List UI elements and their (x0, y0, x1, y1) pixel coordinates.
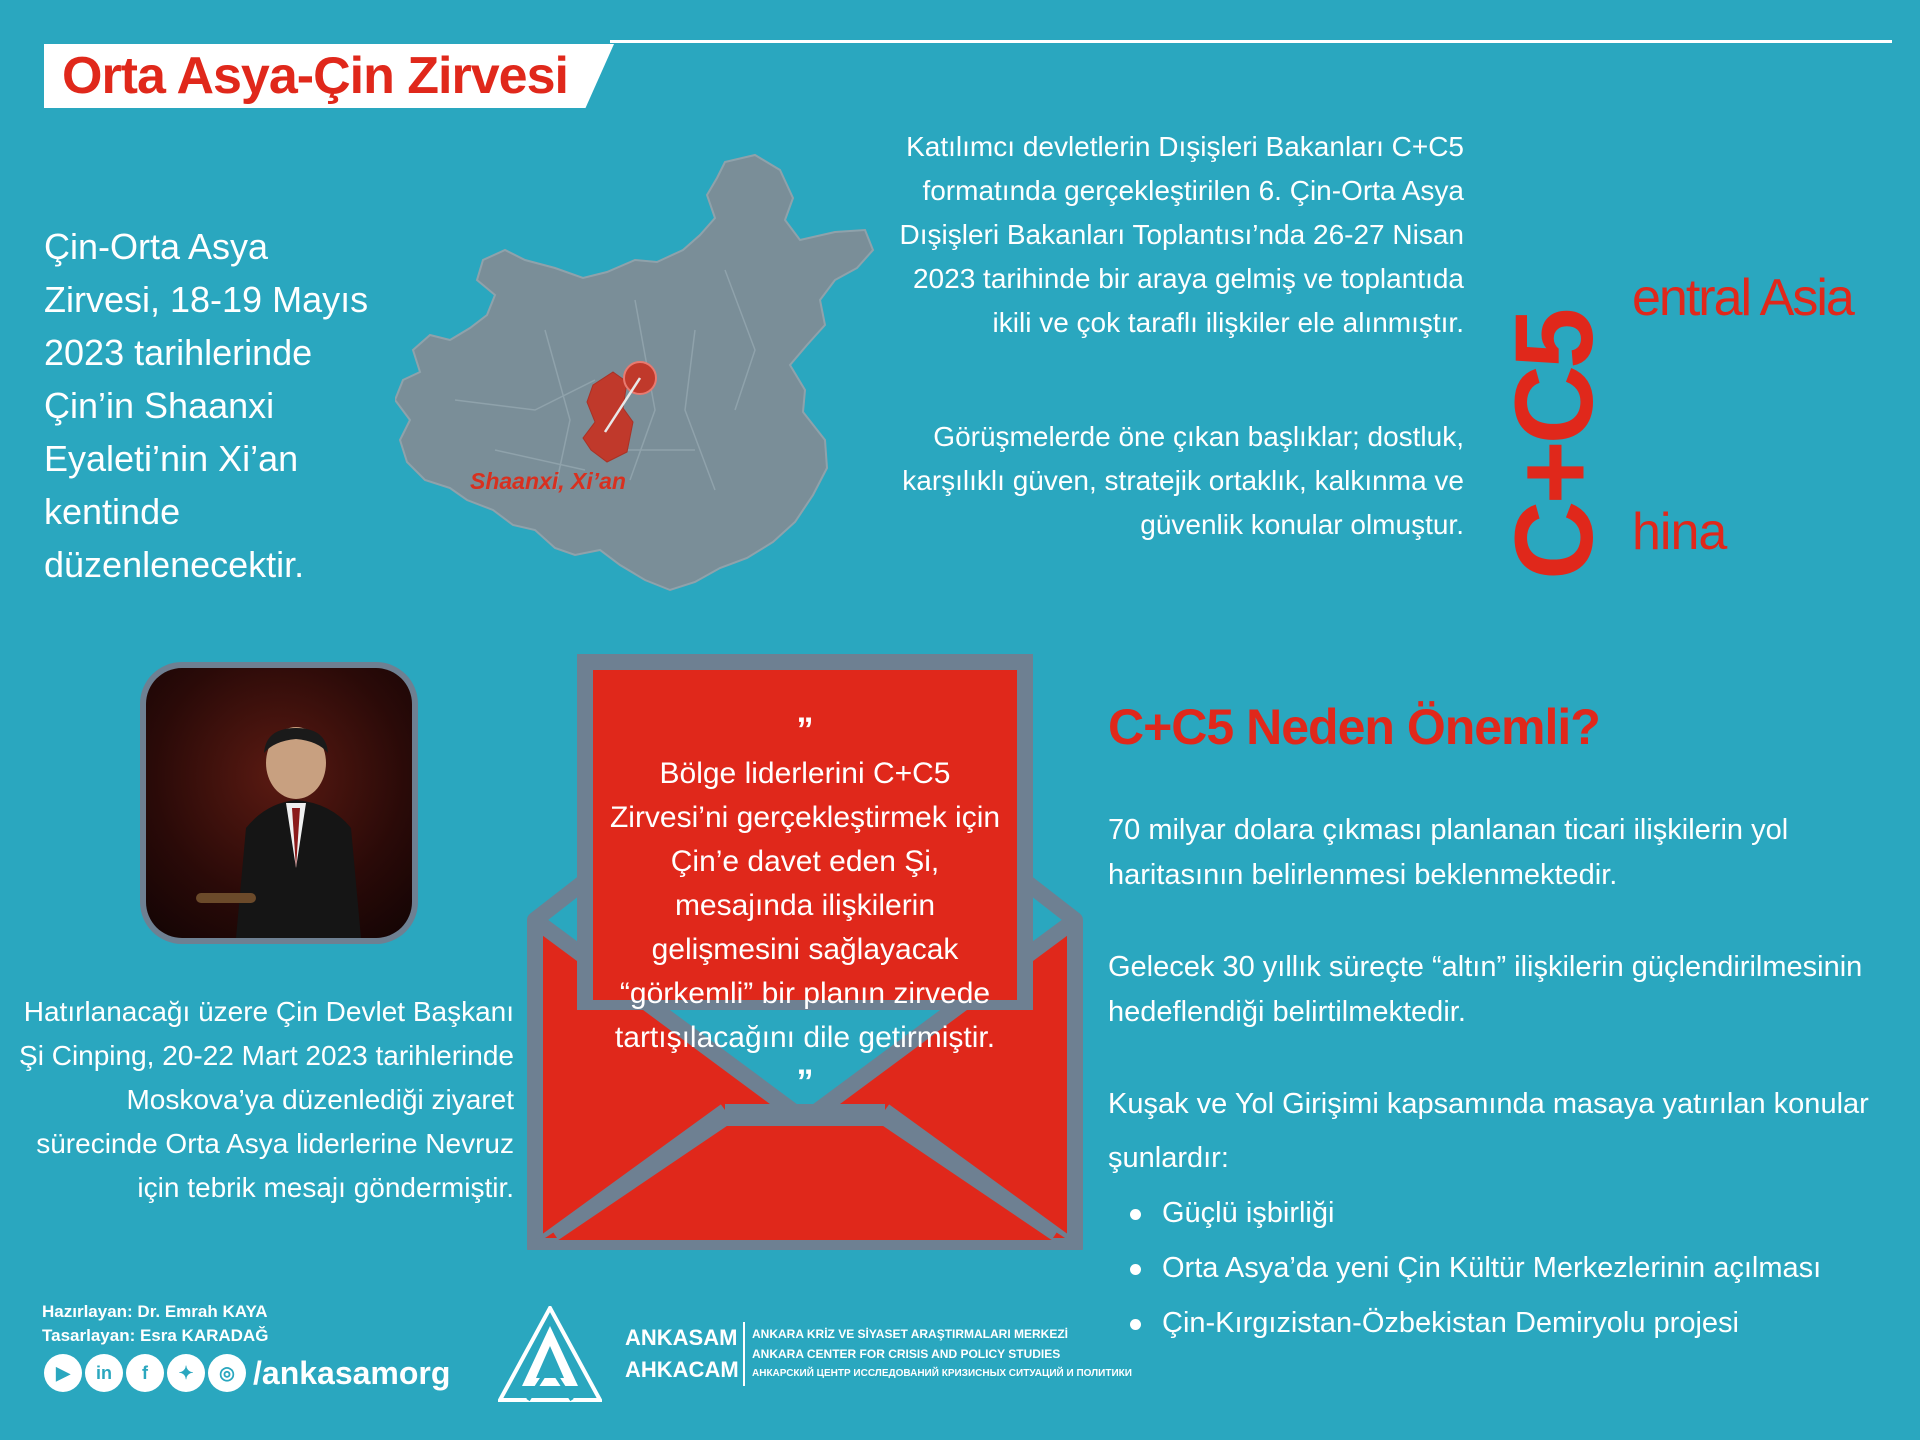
nowruz-message-text: Hatırlanacağı üzere Çin Devlet Başkanı Şi Cinping, 20-22 Mart 2023 tarihlerinde Moskova’ya düzenlediği ziyaret sürecinde Orta Asya liderlerine Nevruz için tebrik mesajı göndermiştir. (19, 996, 514, 1203)
org-name-ru: АНКАРСКИЙ ЦЕНТР ИССЛЕДОВАНИЙ КРИЗИСНЫХ СИТУАЦИЙ И ПОЛИТИКИ (752, 1368, 1132, 1379)
list-item: Orta Asya’da yeni Çin Kültür Merkezlerinin açılması (1130, 1241, 1821, 1296)
central-asia-label: entral Asia (1632, 269, 1853, 327)
twitter-icon[interactable]: ✦ (167, 1354, 205, 1392)
quote-open-mark: ” (796, 711, 814, 749)
person-silhouette-icon (146, 668, 412, 938)
china-map (395, 150, 880, 600)
header-divider (610, 40, 1892, 43)
social-links (44, 1354, 450, 1392)
list-item: Çin-Kırgızistan-Özbekistan Demiryolu projesi (1130, 1296, 1821, 1351)
org-short-names (625, 1322, 739, 1386)
prepared-by: Hazırlayan: Dr. Emrah KAYA (42, 1302, 268, 1321)
summit-intro-text: Çin-Orta Asya Zirvesi, 18-19 Mayıs 2023 tarihlerinde Çin’in Shaanxi Eyaleti’nin Xi’an kentinde düzenlenecektir. (44, 226, 369, 585)
designed-by: Tasarlayan: Esra KARADAĞ (42, 1326, 269, 1345)
list-item: Güçlü işbirliği (1130, 1186, 1821, 1241)
quote-text: Bölge liderlerini C+C5 Zirvesi’ni gerçekleştirmek için Çin’e davet eden Şi, mesajında ilişkilerin gelişmesini sağlayacak “görkemli” bir planın zirvede tartışılacağını dile getirmiştir. (609, 757, 1001, 1054)
importance-paragraph-3: Kuşak ve Yol Girişimi kapsamında masaya yatırılan konular şunlardır: (1108, 1088, 1869, 1174)
topics-text: Görüşmelerde öne çıkan başlıklar; dostluk, karşılıklı güven, stratejik ortaklık, kalkınma ve güvenlik konular olmuştur. (902, 421, 1464, 540)
social-handle[interactable]: /ankasamorg (253, 1354, 451, 1391)
c5-logo-letters: C+C5 (1493, 311, 1616, 580)
org-name-en: ANKARA CENTER FOR CRISIS AND POLICY STUDIES (752, 1347, 1061, 1361)
importance-paragraph-1: 70 milyar dolara çıkması planlanan ticari ilişkilerin yol haritasının belirlenmesi beklenmektedir. (1108, 814, 1789, 891)
instagram-icon[interactable]: ◎ (208, 1354, 246, 1392)
importance-heading: C+C5 Neden Önemli? (1108, 699, 1600, 755)
ministers-meeting-text: Katılımcı devletlerin Dışişleri Bakanları C+C5 formatında gerçekleştirilen 6. Çin-Orta Asya Dışişleri Bakanları Toplantısı’nda 26-27 Nisan 2023 tarihinde bir araya gelmiş ve toplantıda ikili ve çok taraflı ilişkiler ele alınmıştır. (899, 131, 1464, 338)
org-short-ru: AHKACAM (625, 1357, 739, 1382)
linkedin-icon[interactable]: in (85, 1354, 123, 1392)
org-name-tr: ANKARA KRİZ VE SİYASET ARAŞTIRMALARI MERKEZİ (752, 1327, 1069, 1341)
china-label: hina (1632, 503, 1727, 561)
quote-close-mark: ” (796, 1063, 814, 1101)
ankasam-logo-icon (498, 1306, 602, 1402)
topics-list (1130, 1186, 1821, 1351)
org-full-names (752, 1324, 1132, 1384)
youtube-icon[interactable]: ▶ (44, 1354, 82, 1392)
facebook-icon[interactable]: f (126, 1354, 164, 1392)
map-label: Shaanxi, Xi’an (470, 468, 626, 494)
org-short-tr: ANKASAM (625, 1325, 738, 1350)
leader-photo (140, 662, 418, 944)
page-title: Orta Asya-Çin Zirvesi (62, 47, 568, 105)
logo-divider (743, 1322, 745, 1386)
quote-block (600, 708, 1010, 1104)
importance-paragraph-2: Gelecek 30 yıllık süreçte “altın” ilişkilerin güçlendirilmesinin hedeflendiği belirtilmektedir. (1108, 951, 1863, 1028)
